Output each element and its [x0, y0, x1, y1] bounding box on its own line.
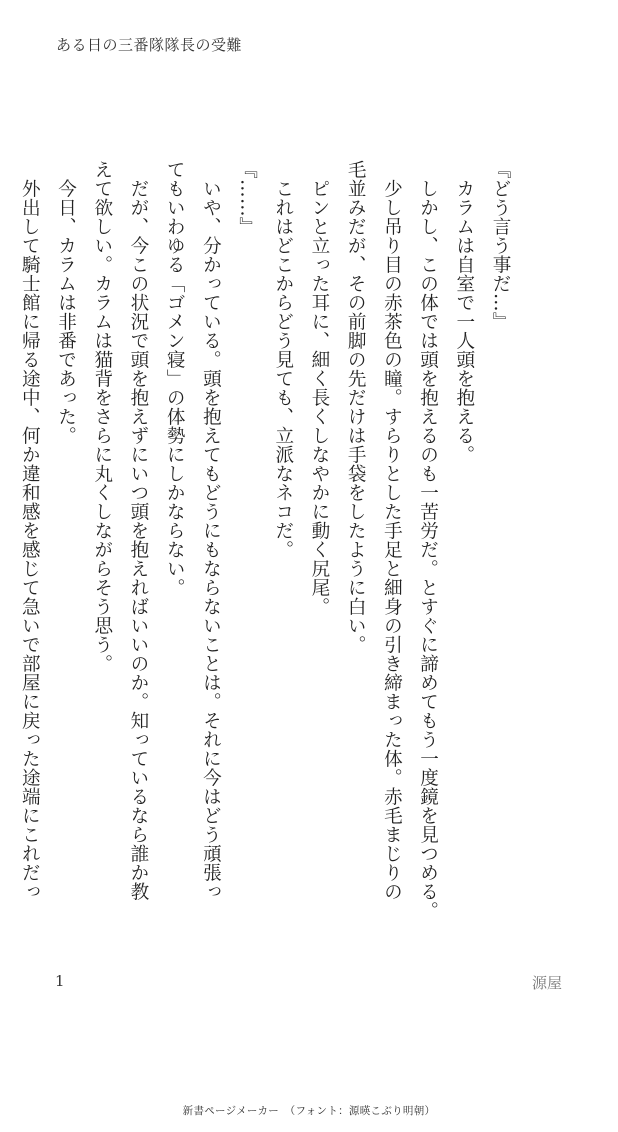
page-number: 1	[55, 972, 65, 990]
author-name: 源屋	[531, 974, 562, 992]
running-head-title: ある日の三番隊隊長の受難	[56, 36, 243, 54]
text-line: カラムは自室で一人頭を抱える。	[453, 160, 475, 464]
text-line: ピンと立った耳に、細く長くしなやかに動く尻尾。	[308, 160, 330, 616]
vertical-text-body	[11, 160, 518, 920]
text-line: これはどこからどう見ても、立派なネコだ。	[272, 160, 294, 559]
text-line: 『どう言う事だ…』	[490, 160, 511, 331]
text-line: えて欲しい。カラムは猫背をさらに丸くしながらそう思う。	[91, 160, 113, 673]
text-line: 『……』	[236, 160, 258, 236]
text-line: しかし、この体では頭を抱えるのも一苦労だ。とすぐに諦めてもう一度鏡を見つめる。	[417, 160, 439, 920]
footer-caption: 新書ページメーカー （フォント：源暎こぶり明朝）	[182, 1105, 436, 1117]
text-line: 外出して騎士館に帰る途中、何か違和感を感じて急いで部屋に戻った途端にこれだっ	[19, 160, 41, 901]
text-line: だが、今この状況で頭を抱えずにいつ頭を抱えればいいのか。知っているなら誰か教	[127, 160, 149, 901]
text-line: 毛並みだが、その前脚の先だけは手袋をしたように白い。	[345, 160, 367, 654]
text-line: 今日、カラムは非番であった。	[55, 160, 77, 445]
text-line: いや、分かっている。頭を抱えてもどうにもならないことは。それに今はどう頑張っ	[200, 160, 222, 901]
text-line: 少し吊り目の赤茶色の瞳。すらりとした手足と細身の引き締まった体。赤毛まじりの	[381, 160, 403, 901]
text-line: てもいわゆる「ゴメン寝」の体勢にしかならない。	[164, 160, 186, 597]
